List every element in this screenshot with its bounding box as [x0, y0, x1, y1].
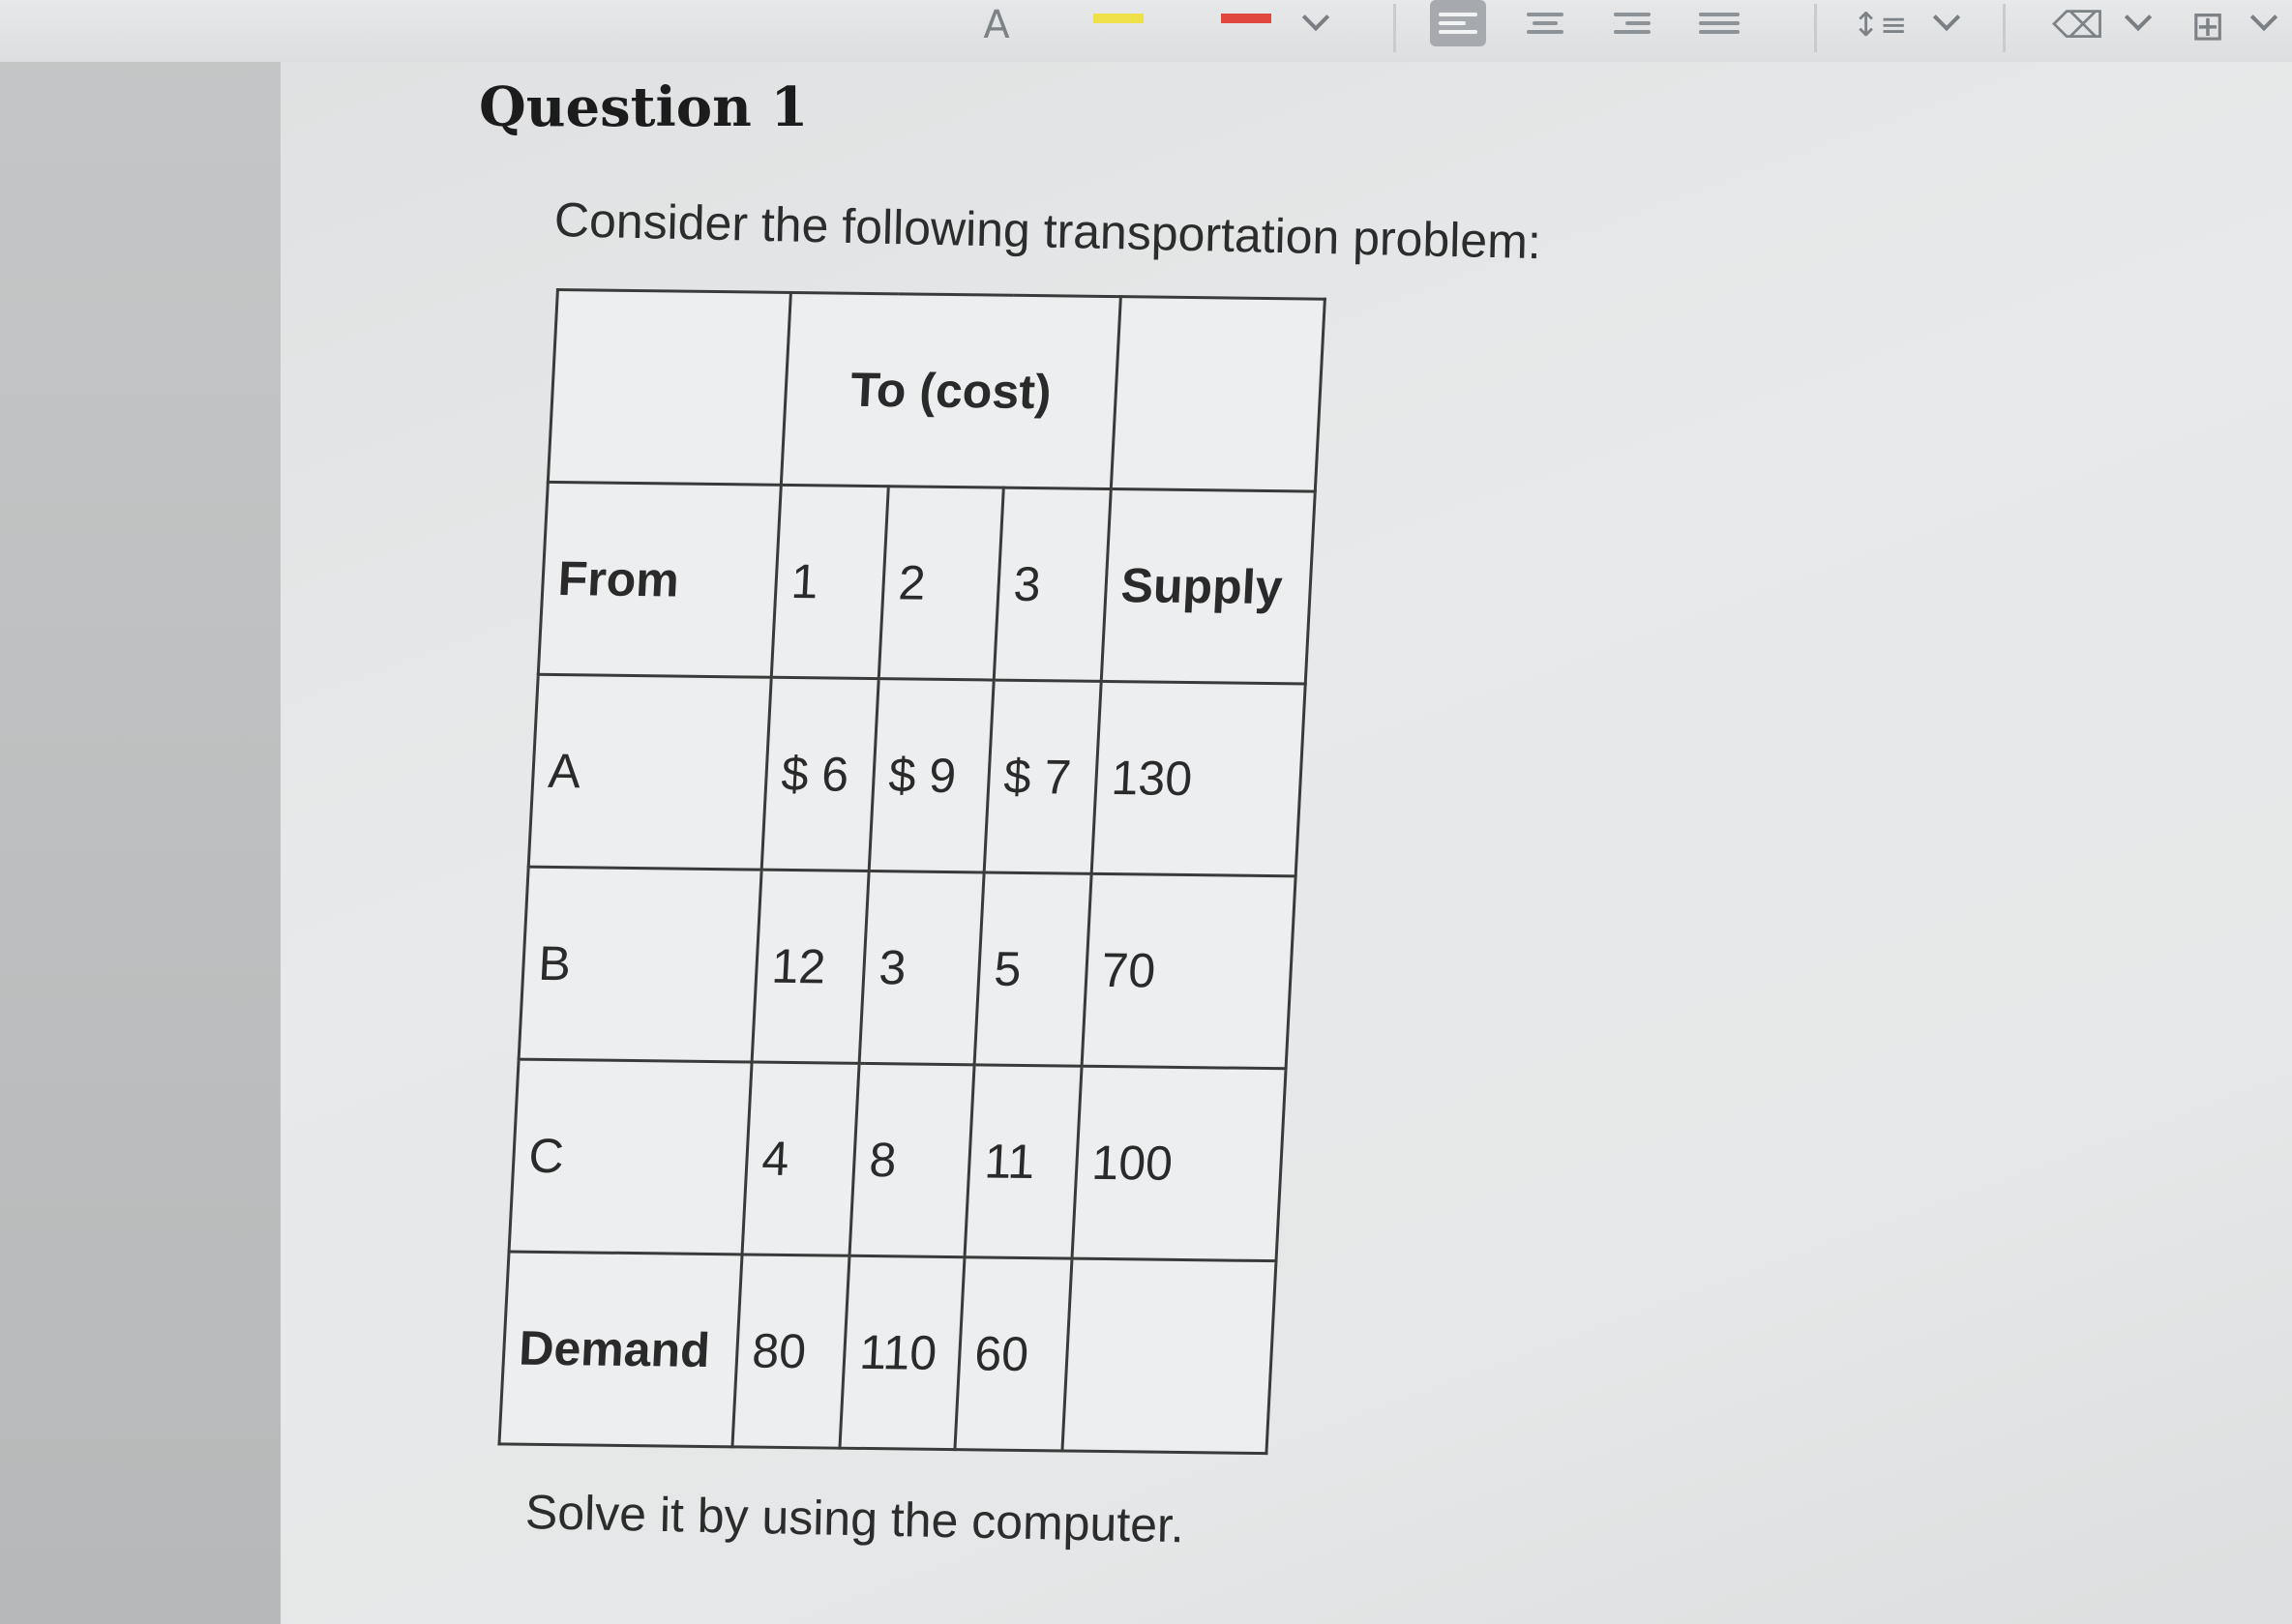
- highlight-color-swatch[interactable]: [1093, 14, 1144, 23]
- supply-cell: 130: [1091, 681, 1305, 875]
- destination-header: 1: [771, 485, 888, 678]
- cost-cell: 5: [974, 872, 1091, 1066]
- line-spacing-chevron-icon[interactable]: [1933, 4, 1960, 31]
- formatting-toolbar: [0, 0, 2292, 64]
- table-insert-icon[interactable]: ⊞: [2190, 1, 2225, 49]
- cost-cell: 12: [752, 870, 869, 1063]
- from-header: From: [538, 482, 781, 677]
- align-left-icon: [1439, 13, 1477, 16]
- destination-header: 2: [878, 487, 1003, 680]
- source-label: A: [528, 674, 771, 870]
- font-color-swatch[interactable]: [1221, 14, 1271, 23]
- question-title: Question 1: [479, 75, 809, 139]
- cost-cell: $ 7: [984, 680, 1101, 873]
- clear-formatting-icon[interactable]: ⌫: [2052, 4, 2104, 46]
- clear-formatting-chevron-icon[interactable]: [2125, 4, 2152, 31]
- transportation-table-wrapper: [497, 288, 1326, 1455]
- demand-row: [499, 1252, 1276, 1454]
- demand-label: Demand: [499, 1252, 742, 1447]
- demand-cell: 60: [955, 1257, 1072, 1451]
- transportation-table: [497, 288, 1326, 1455]
- align-right-icon: [1614, 13, 1651, 16]
- toolbar-separator: [1814, 4, 1817, 52]
- supply-header: Supply: [1101, 489, 1315, 684]
- table-row: [509, 1059, 1286, 1261]
- left-margin: [0, 0, 281, 1624]
- table-row: [519, 867, 1295, 1069]
- align-center-button[interactable]: [1517, 0, 1573, 46]
- align-right-button[interactable]: [1604, 0, 1660, 46]
- justify-button[interactable]: [1691, 0, 1747, 46]
- justify-icon: [1699, 13, 1740, 16]
- table-row: [528, 674, 1305, 876]
- table-header-row: [548, 290, 1325, 492]
- font-style-icon[interactable]: A: [983, 3, 1010, 47]
- font-color-chevron-icon[interactable]: [1302, 4, 1329, 31]
- cost-cell: $ 6: [761, 677, 878, 871]
- line-spacing-icon[interactable]: ↕≡: [1852, 6, 1908, 44]
- toolbar-separator: [2003, 4, 2006, 52]
- question-instruction: Solve it by using the computer.: [524, 1485, 1185, 1553]
- table-subheader-row: [538, 482, 1315, 684]
- empty-cell: [1062, 1258, 1276, 1453]
- align-center-icon: [1527, 13, 1563, 16]
- cost-cell: 8: [849, 1063, 974, 1256]
- question-intro: Consider the following transportation problem:: [553, 192, 1542, 270]
- supply-cell: 70: [1082, 873, 1295, 1068]
- destination-header: 3: [994, 487, 1111, 681]
- table-corner-cell: [1111, 297, 1325, 491]
- align-left-button[interactable]: [1430, 0, 1486, 46]
- toolbar-separator: [1393, 4, 1396, 52]
- cost-cell: $ 9: [869, 679, 994, 872]
- cost-cell: 4: [742, 1062, 859, 1255]
- demand-cell: 80: [732, 1255, 849, 1448]
- cost-cell: 3: [859, 871, 984, 1064]
- cost-cell: 11: [965, 1065, 1082, 1258]
- supply-cell: 100: [1072, 1066, 1286, 1260]
- table-insert-chevron-icon[interactable]: [2250, 4, 2277, 31]
- table-corner-cell: [548, 290, 790, 486]
- source-label: C: [509, 1059, 752, 1255]
- source-label: B: [519, 867, 761, 1062]
- to-cost-header: To (cost): [781, 292, 1120, 488]
- demand-cell: 110: [840, 1255, 965, 1449]
